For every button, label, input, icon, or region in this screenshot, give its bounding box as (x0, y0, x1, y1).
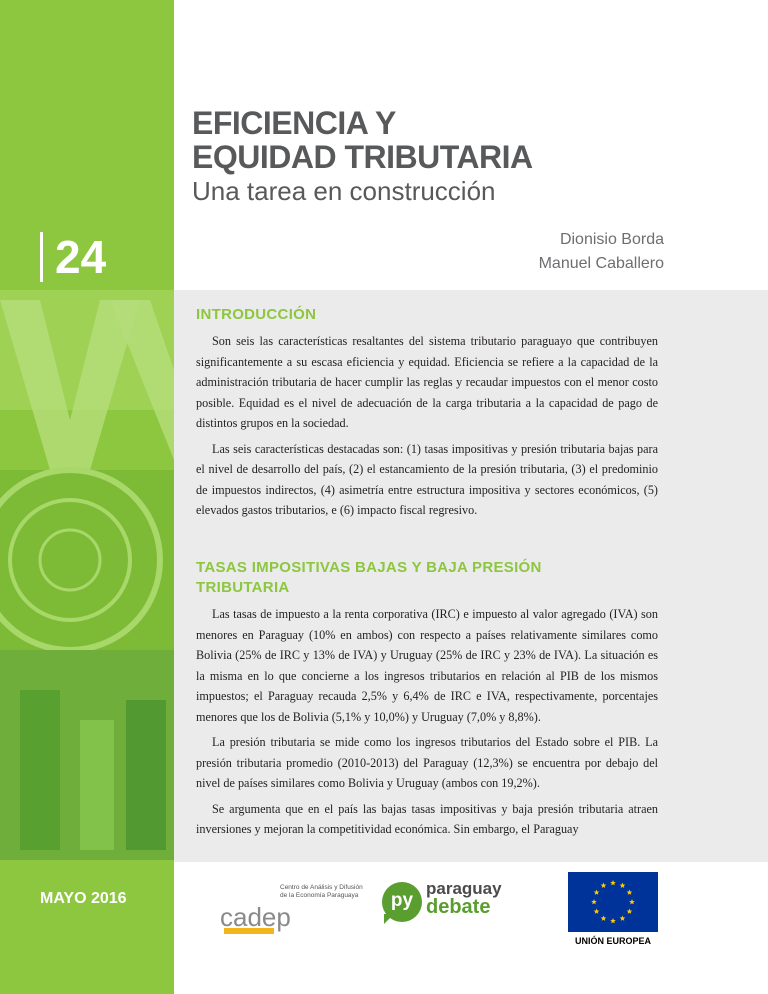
decorative-pattern (0, 0, 174, 994)
eu-flag-icon (568, 872, 658, 932)
section-introduccion (196, 305, 658, 526)
cadep-line-2: de la Economía Paraguaya (280, 892, 359, 899)
section-tasas-impositivas (196, 558, 658, 845)
cadep-letters: cadep (220, 902, 291, 932)
paragraph: Son seis las características resaltantes del sistema tributario paraguayo que contribuyen significantemente a su escasa eficiencia y equidad. Eficiencia se refiere a la capacidad de la administración tributaria de hacer cumplir las reglas y recaudar impuestos con el menor costo posible. Equidad es el nivel de adecuación de la carga tributaria a la capacidad de pago de distintos grupos en la sociedad. (196, 334, 658, 430)
author-1: Dionisio Borda (559, 231, 664, 248)
heading-line-2: TRIBUTARIA (196, 579, 290, 596)
paragraph: Se argumenta que en el país las bajas tasas impositivas y baja presión tributaria atraen inversiones y mejoran la competitividad económica. Sin embargo, el Paraguay (196, 801, 658, 836)
speech-bubble-tail (384, 914, 394, 924)
author-2: Manuel Caballero (538, 255, 664, 272)
document-subtitle: Una tarea en construcción (192, 176, 496, 206)
title-line-2: EQUIDAD TRIBUTARIA (192, 139, 533, 175)
py-line-1: paraguay (426, 879, 502, 898)
title-line-1: EFICIENCIA Y (192, 105, 396, 141)
paragraph: Las seis características destacadas son: (1) tasas impositivas y presión tributaria bajas para el nivel de desarrollo del país, (2) el estancamiento de la presión tributaria, (3) el predominio de impuestos indirectos, (4) asimetría entre estructura impositiva y sectores económicos, (5) elevados gastos tributarios, e (6) impacto fiscal regresivo. (196, 441, 658, 517)
section-heading: INTRODUCCIÓN (196, 306, 317, 323)
section-heading (196, 558, 658, 598)
py-line-2: debate (426, 896, 491, 918)
sidebar-strip (0, 0, 174, 994)
document-title (192, 106, 752, 174)
publication-date: MAYO 2016 (40, 890, 127, 907)
heading-line-1: TASAS IMPOSITIVAS BAJAS Y BAJA PRESIÓN (196, 559, 542, 576)
eu-label: UNIÓN EUROPEA (574, 936, 651, 946)
cadep-line-1: Centro de Análisis y Difusión (280, 884, 363, 891)
paragraph: Las tasas de impuesto a la renta corporativa (IRC) e impuesto al valor agregado (IVA) son menores en Paraguay (10% en ambos) con respecto a países relativamente similares como Bolivia (25% de IRC y 13% de IVA) y Uruguay (25% de IRC y 23% de IVA). La situación es la misma en lo que concierne a los ingresos tributarios en relación al PIB de los mismos impuestos; el Paraguay recauda 2,5% y 6,4% de IRC e IVA, respectivamente, porcentajes menores que los de Bolivia (5,1% y 10,0%) y Uruguay (7,0% y 8,8%). (196, 607, 658, 724)
cadep-caption (280, 884, 363, 900)
paraguay-debate-logo (426, 880, 502, 916)
paraguay-debate-badge: py (382, 882, 422, 922)
paragraph: La presión tributaria se mide como los ingresos tributarios del Estado sobre el PIB. La presión tributaria promedio (2010-2013) del Paraguay (12,3%) se encuentra por debajo del nivel de países similares como Bolivia y Uruguay (ambos con 19,2%). (196, 735, 658, 790)
issue-number: 24 (40, 232, 106, 282)
authors (539, 228, 664, 276)
